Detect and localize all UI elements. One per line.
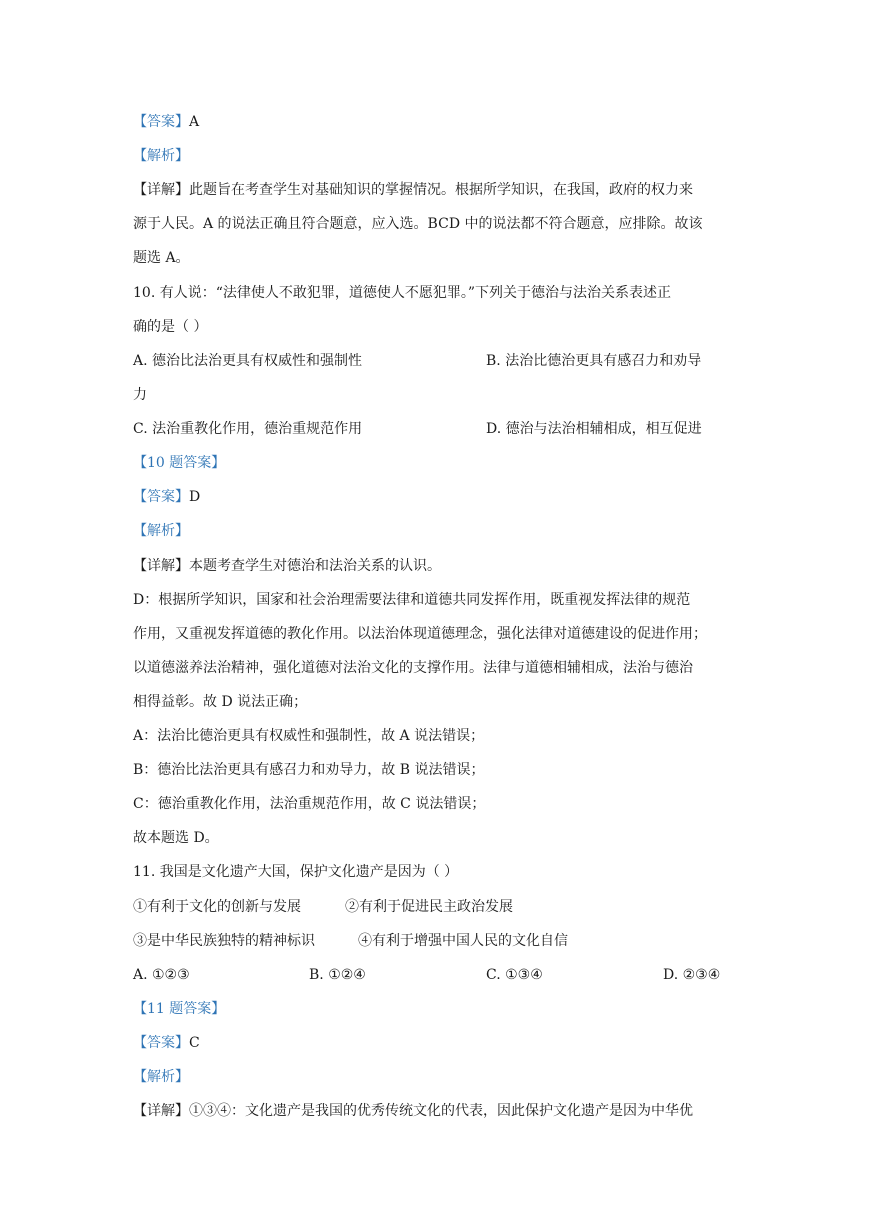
answer-tag: 【答案】 <box>133 489 189 505</box>
option-c: C. ①③④ <box>486 967 543 983</box>
option-d: D. ②③④ <box>663 967 721 983</box>
option-c: C. 法治重教化作用，德治重规范作用 <box>133 421 363 437</box>
detail-text: 此题旨在考查学生对基础知识的掌握情况。根据所学知识，在我国，政府的权力来 <box>189 182 693 198</box>
answer-header: 【10 题答案】 <box>133 455 226 471</box>
detail-text: 源于人民。A 的说法正确且符合题意，应入选。BCD 中的说法都不符合题意，应排除。故该 <box>133 216 703 232</box>
body-line: 相得益彰。故 D 说法正确； <box>133 694 308 710</box>
detail-text: 题选 A。 <box>133 250 190 266</box>
detail-line <box>133 1101 693 1121</box>
body-line: 作用，又重视发挥道德的教化作用。以法治体现道德理念，强化法律对道德建设的促进作用； <box>133 626 707 642</box>
answer-line <box>133 112 199 132</box>
answer-value: C <box>189 1035 200 1051</box>
detail-tag: 【详解】 <box>133 182 189 198</box>
answer-tag: 【答案】 <box>133 114 189 130</box>
statement-3: ③是中华民族独特的精神标识 <box>133 933 315 949</box>
detail-text: ①③④：文化遗产是我国的优秀传统文化的代表，因此保护文化遗产是因为中华优 <box>189 1103 693 1119</box>
detail-tag: 【详解】 <box>133 1103 189 1119</box>
question-stem: 11. 我国是文化遗产大国，保护文化遗产是因为（ ） <box>133 864 459 880</box>
option-a: A. 德治比法治更具有权威性和强制性 <box>133 353 363 369</box>
body-line: B：德治比法治更具有感召力和劝导力，故 B 说法错误； <box>133 762 485 778</box>
answer-value: D <box>189 489 201 505</box>
analysis-tag: 【解析】 <box>133 1069 189 1085</box>
answer-tag: 【答案】 <box>133 1035 189 1051</box>
body-line: 以道德滋养法治精神，强化道德对法治文化的支撑作用。法律与道德相辅相成，法治与德治 <box>133 660 693 676</box>
statement-4: ④有利于增强中国人民的文化自信 <box>358 933 568 949</box>
analysis-tag: 【解析】 <box>133 148 189 164</box>
detail-line <box>133 180 693 200</box>
detail-tag: 【详解】 <box>133 558 189 574</box>
answer-header: 【11 题答案】 <box>133 1001 226 1017</box>
option-b: B. 法治比德治更具有感召力和劝导 <box>486 353 702 369</box>
body-line: C：德治重教化作用，法治重规范作用，故 C 说法错误； <box>133 796 486 812</box>
statement-2: ②有利于促进民主政治发展 <box>345 899 513 915</box>
option-b: B. ①②④ <box>309 967 366 983</box>
body-line: A：法治比德治更具有权威性和强制性，故 A 说法错误； <box>133 728 485 744</box>
detail-text: 本题考查学生对德治和法治关系的认识。 <box>189 558 441 574</box>
answer-line <box>133 1033 200 1053</box>
option-a: A. ①②③ <box>133 967 190 983</box>
question-stem: 10. 有人说：“法律使人不敢犯罪，道德使人不愿犯罪。”下列关于德治与法治关系表述正 <box>133 285 672 301</box>
body-line: 故本题选 D。 <box>133 830 219 846</box>
option-b-wrap: 力 <box>133 387 147 403</box>
question-stem: 确的是（ ） <box>133 319 208 335</box>
detail-line <box>133 556 441 576</box>
analysis-tag: 【解析】 <box>133 523 189 539</box>
body-line: D：根据所学知识，国家和社会治理需要法律和道德共同发挥作用，既重视发挥法律的规范 <box>133 592 691 608</box>
answer-line <box>133 487 200 507</box>
answer-value: A <box>189 114 200 130</box>
option-d: D. 德治与法治相辅相成，相互促进 <box>486 421 702 437</box>
statement-1: ①有利于文化的创新与发展 <box>133 899 301 915</box>
